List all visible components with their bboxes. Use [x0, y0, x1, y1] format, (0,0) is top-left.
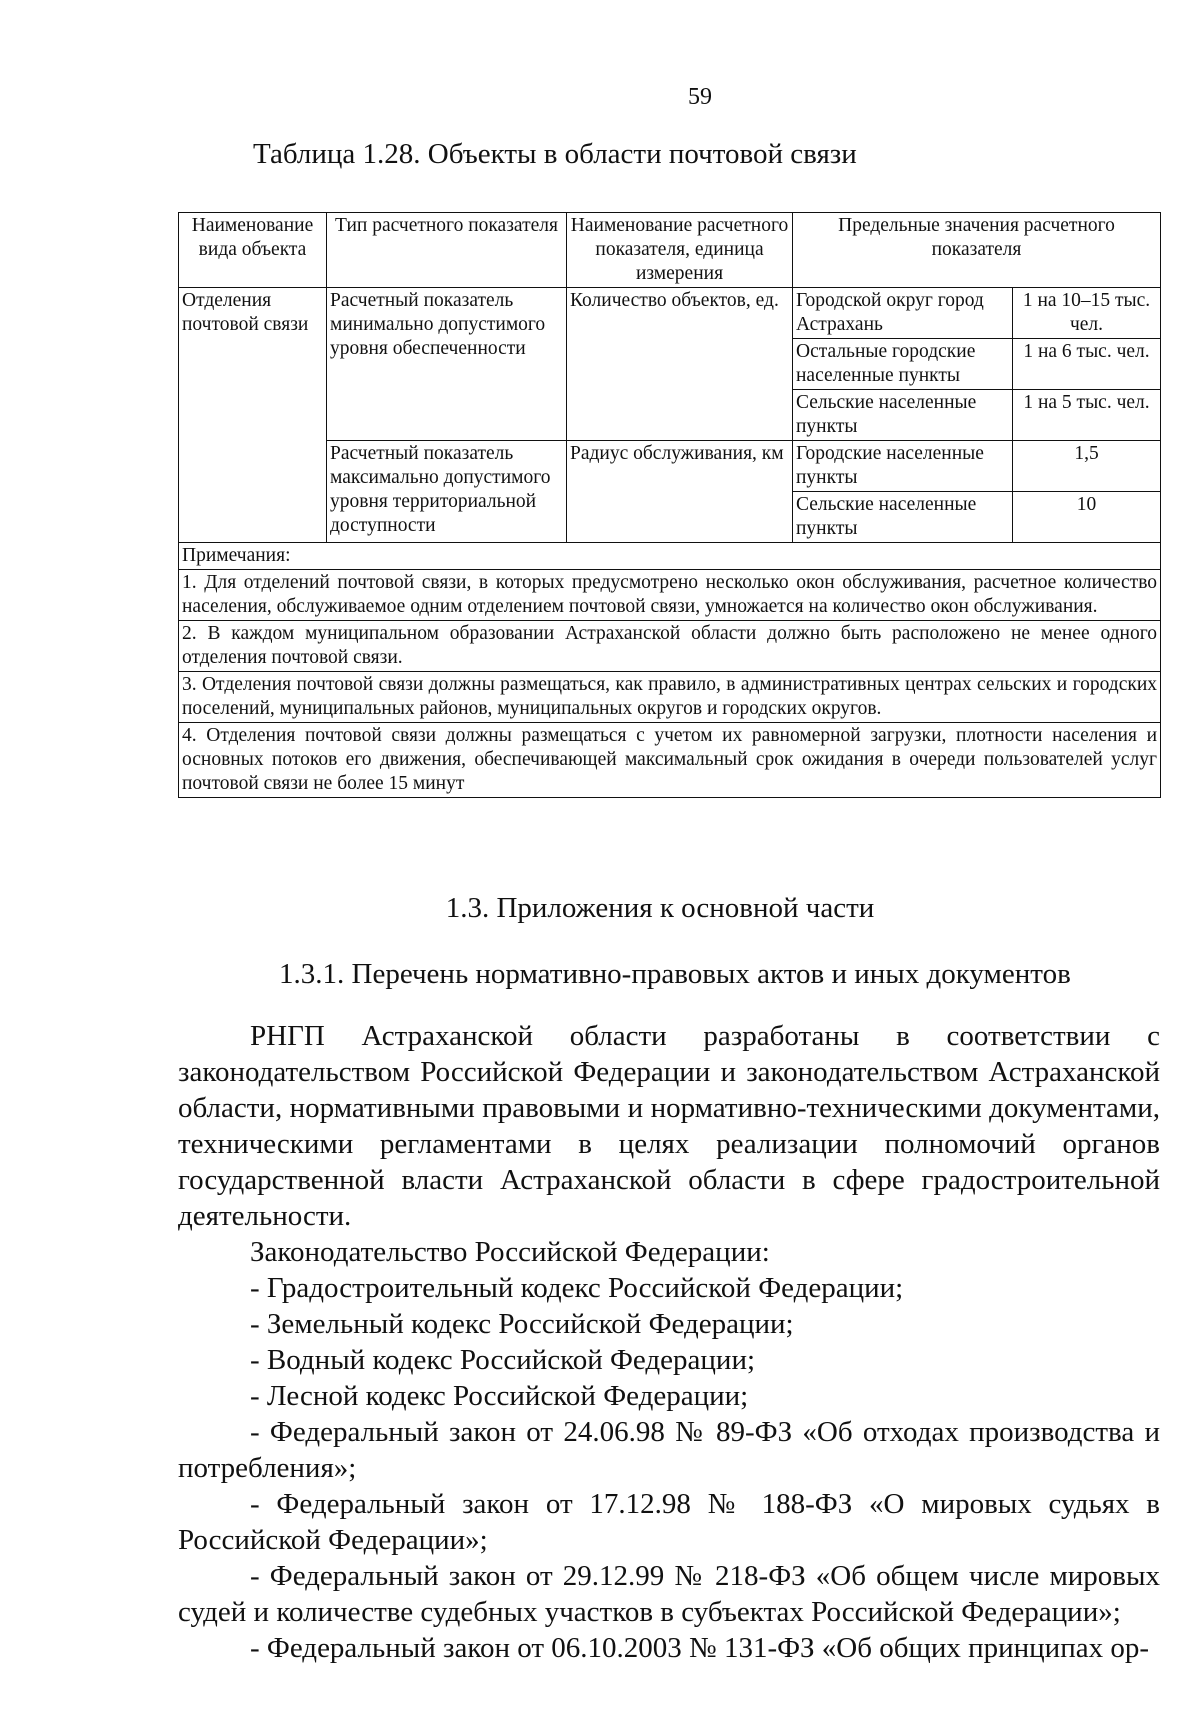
indicator-name-cell: Радиус обслуживания, км	[567, 441, 793, 543]
value-cell: 1,5	[1013, 441, 1161, 492]
section-title: 1.3. Приложения к основной части	[445, 892, 875, 924]
value-cell: 1 на 6 тыс. чел.	[1013, 339, 1161, 390]
notes-cell	[179, 543, 1161, 798]
list-item: - Федеральный закон от 24.06.98 № 89-ФЗ «Об отходах производства и потребления»;	[178, 1416, 1160, 1484]
list-item: - Лесной кодекс Российской Федерации;	[250, 1380, 749, 1412]
object-type-cell: Отделения почтовой связи	[179, 288, 327, 543]
body-text	[178, 1018, 1160, 1666]
notes-title: Примечания:	[182, 545, 291, 566]
header-limit-values: Предельные значения расчетного показателя	[793, 213, 1161, 288]
header-indicator-name: Наименование расчетного показателя, единица измерения	[567, 213, 793, 288]
note-item: 3. Отделения почтовой связи должны размещаться, как правило, в административных центрах сельских и городских поселений, муниципальных районов, муниципальных округов и городских округов.	[179, 671, 1160, 722]
notes-row	[179, 543, 1161, 798]
intro-paragraph: РНГП Астраханской области разработаны в соответствии с законодательством Российской Федерации и законодательством Астраханской области, нормативными правовыми и нормативно-техническими документами, техническими регламентами в целях реализации полномочий органов государственной власти Астраханской области в сфере градостроительной деятельности.	[178, 1020, 1160, 1232]
subsection-title: 1.3.1. Перечень нормативно-правовых актов и иных документов	[279, 958, 1071, 990]
value-cell: 1 на 5 тыс. чел.	[1013, 390, 1161, 441]
header-indicator-type: Тип расчетного показателя	[327, 213, 567, 288]
indicator-type-cell: Расчетный показатель минимально допустимого уровня обеспеченности	[327, 288, 567, 441]
header-object-type: Наименование вида объекта	[179, 213, 327, 288]
territory-cell: Сельские населенные пункты	[793, 390, 1013, 441]
list-item: - Федеральный закон от 29.12.99 № 218-ФЗ «Об общем числе мировых судей и количестве судебных участков в субъектах Российской Федерации»;	[178, 1560, 1160, 1628]
territory-cell: Остальные городские населенные пункты	[793, 339, 1013, 390]
list-item: - Федеральный закон от 06.10.2003 № 131-ФЗ «Об общих принципах ор-	[250, 1632, 1149, 1664]
table-row	[179, 441, 1161, 492]
list-item: - Водный кодекс Российской Федерации;	[250, 1344, 756, 1376]
list-item: - Федеральный закон от 17.12.98 № 188-ФЗ «О мировых судьях в Российской Федерации»;	[178, 1488, 1160, 1556]
postal-objects-table	[178, 212, 1161, 798]
page-number: 59	[688, 84, 712, 110]
table-row	[179, 288, 1161, 339]
list-item: - Градостроительный кодекс Российской Федерации;	[250, 1272, 904, 1304]
table-header-row	[179, 213, 1161, 288]
territory-cell: Городские населенные пункты	[793, 441, 1013, 492]
table-caption: Таблица 1.28. Объекты в области почтовой связи	[253, 138, 857, 170]
list-item: - Земельный кодекс Российской Федерации;	[250, 1308, 794, 1340]
territory-cell: Сельские населенные пункты	[793, 492, 1013, 543]
note-item: 2. В каждом муниципальном образовании Астраханской области должно быть расположено не менее одного отделения почтовой связи.	[179, 620, 1160, 671]
note-item: 4. Отделения почтовой связи должны размещаться с учетом их равномерной загрузки, плотности населения и основных потоков его движения, обеспечивающей максимальный срок ожидания в очереди пользователей услуг почтовой связи не более 15 минут	[179, 722, 1160, 797]
list-title: Законодательство Российской Федерации:	[250, 1236, 770, 1268]
indicator-name-cell: Количество объектов, ед.	[567, 288, 793, 441]
territory-cell: Городской округ город Астрахань	[793, 288, 1013, 339]
indicator-type-cell: Расчетный показатель максимально допустимого уровня территориальной доступности	[327, 441, 567, 543]
value-cell: 10	[1013, 492, 1161, 543]
note-item: 1. Для отделений почтовой связи, в которых предусмотрено несколько окон обслуживания, расчетное количество населения, обслуживаемое одним отделением почтовой связи, умножается на количество окон обслуживания.	[179, 569, 1160, 620]
value-cell: 1 на 10–15 тыс. чел.	[1013, 288, 1161, 339]
